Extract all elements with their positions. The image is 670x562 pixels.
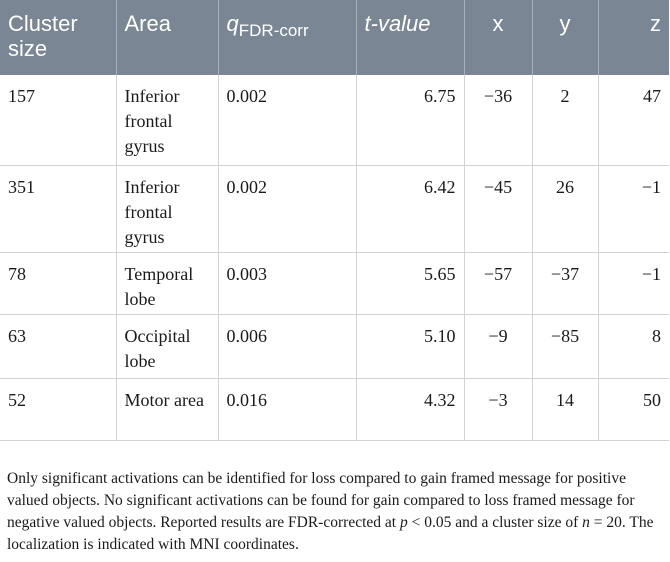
header-q-subscript: FDR-corr	[238, 21, 309, 40]
header-z: z	[598, 0, 669, 75]
cell-t-value: 6.42	[356, 165, 464, 252]
cell-y: 26	[532, 165, 598, 252]
cell-z: −1	[598, 165, 669, 252]
footnote-n-variable: n	[582, 514, 590, 531]
cell-y: 14	[532, 378, 598, 440]
cell-t-value: 6.75	[356, 75, 464, 165]
header-y: y	[532, 0, 598, 75]
cell-area: Occipital lobe	[116, 314, 218, 378]
cell-x: −36	[464, 75, 532, 165]
cell-cluster-size: 52	[0, 378, 116, 440]
cell-t-value: 5.65	[356, 252, 464, 314]
table-header	[0, 0, 669, 75]
cell-x: −3	[464, 378, 532, 440]
cell-q-value: 0.006	[218, 314, 356, 378]
header-x: x	[464, 0, 532, 75]
cell-cluster-size: 63	[0, 314, 116, 378]
cell-area: Motor area	[116, 378, 218, 440]
cell-z: 8	[598, 314, 669, 378]
cell-y: −37	[532, 252, 598, 314]
cell-area: Temporal lobe	[116, 252, 218, 314]
table-row	[0, 252, 669, 314]
cell-q-value: 0.002	[218, 75, 356, 165]
cell-area: Inferior frontal gyrus	[116, 165, 218, 252]
footnote-text-1: Only significant activations can be identified for loss compared to gain framed message for positive valued objects. No significant activations can be found for gain compared to loss framed message for negative valued objects. Reported results are FDR-corrected at	[7, 470, 635, 531]
header-row	[0, 0, 669, 75]
cell-x: −45	[464, 165, 532, 252]
table-footnote	[7, 468, 663, 556]
table-body	[0, 75, 669, 440]
header-q-letter: q	[226, 11, 239, 36]
cell-z: 50	[598, 378, 669, 440]
table-row	[0, 75, 669, 165]
table-row	[0, 314, 669, 378]
cell-q-value: 0.016	[218, 378, 356, 440]
table-row	[0, 378, 669, 440]
footnote-text-2: < 0.05 and a cluster size of	[407, 514, 583, 531]
cell-x: −57	[464, 252, 532, 314]
cell-t-value: 4.32	[356, 378, 464, 440]
cell-y: 2	[532, 75, 598, 165]
cell-q-value: 0.002	[218, 165, 356, 252]
cell-cluster-size: 78	[0, 252, 116, 314]
cell-x: −9	[464, 314, 532, 378]
header-cluster-size: Cluster size	[8, 11, 78, 61]
cell-cluster-size: 351	[0, 165, 116, 252]
cell-z: 47	[598, 75, 669, 165]
cell-q-value: 0.003	[218, 252, 356, 314]
table-row	[0, 165, 669, 252]
footnote-p-variable: p	[399, 514, 408, 531]
cell-y: −85	[532, 314, 598, 378]
header-q-fdr	[218, 0, 356, 75]
header-t-value: t-value	[356, 0, 464, 75]
cell-area: Inferior frontal gyrus	[116, 75, 218, 165]
footnote-text-3: = 20. The localization is indicated with MNI coordinates.	[7, 514, 654, 553]
cell-cluster-size: 157	[0, 75, 116, 165]
cell-t-value: 5.10	[356, 314, 464, 378]
cell-z: −1	[598, 252, 669, 314]
header-area: Area	[116, 0, 218, 75]
